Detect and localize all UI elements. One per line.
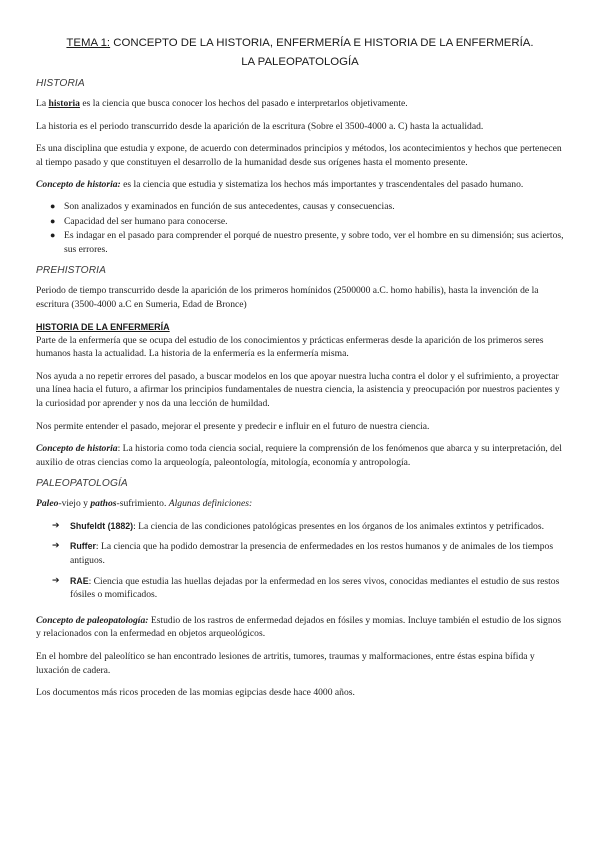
title-line2: LA PALEOPATOLOGÍA bbox=[241, 56, 359, 68]
historia-concept-label: Concepto de historia: bbox=[36, 179, 121, 191]
paleopatologia-concept bbox=[36, 614, 564, 641]
heading-historia-enfermeria: HISTORIA DE LA ENFERMERÍA bbox=[36, 321, 170, 332]
enfermeria-paragraph-1: Parte de la enfermería que se ocupa del estudio de los conocimientos y prácticas enfermeras desde la aparición de los primeros seres humanos hasta la actualidad. La historia de la enfermería es la enfermería misma. bbox=[36, 334, 544, 360]
paleopatologia-concept-label: Concepto de paleopatología: bbox=[36, 614, 149, 626]
arrow-right-icon: ➔ bbox=[52, 575, 60, 586]
historia-p1-rest: es la ciencia que busca conocer los hechos del pasado e interpretarlos objetivamente. bbox=[79, 98, 408, 109]
definitions-list bbox=[36, 520, 564, 602]
etym-mid: -viejo y bbox=[58, 498, 91, 510]
list-item bbox=[52, 540, 564, 567]
paleopatologia-concept-text: Estudio de los rastros de enfermedad dejados en fósiles y momias. Incluye también el estudio de los signos y relacionados con la enfermedad en objetos arqueológicos. bbox=[36, 614, 562, 640]
enfermeria-concept bbox=[36, 442, 564, 469]
historia-paragraph-3: Es una disciplina que estudia y expone, de acuerdo con determinados principios y métodos, los acontecimientos y hechos que pertenecen al tiempo pasado y que constituyen el desarrollo de la humanidad desde sus orígenes hasta el momento presente. bbox=[36, 143, 562, 168]
etym-paleo: Paleo bbox=[36, 498, 59, 510]
paleopatologia-paragraph-3: Los documentos más ricos proceden de las momias egipcias desde hace 4000 años. bbox=[36, 687, 355, 699]
bullet-dot-icon: ● bbox=[50, 200, 56, 211]
bullet-dot-icon: ● bbox=[50, 215, 56, 226]
list-item bbox=[52, 520, 564, 534]
historia-p1-pre: La bbox=[36, 98, 49, 109]
list-item bbox=[50, 200, 564, 214]
list-item bbox=[50, 215, 564, 229]
heading-historia: HISTORIA bbox=[36, 78, 85, 89]
arrow-right-icon: ➔ bbox=[52, 541, 60, 552]
list-item bbox=[50, 229, 564, 256]
title-tema: TEMA 1: bbox=[66, 37, 111, 49]
heading-prehistoria: PREHISTORIA bbox=[36, 265, 106, 277]
bullet-dot-icon: ● bbox=[50, 230, 56, 241]
prehistoria-paragraph: Periodo de tiempo transcurrido desde la aparición de los primeros homínidos (2500000 a.C. homo habilis), hasta la invención de la escritura (3500-4000 a.C en Sumeria, Edad de Bronce) bbox=[36, 285, 539, 310]
definition-author: Ruffer bbox=[70, 541, 96, 552]
definition-author: Shufeldt (1882) bbox=[70, 520, 134, 531]
etym-defs: Algunas definiciones: bbox=[168, 498, 253, 510]
heading-paleopatologia: PALEOPATOLOGÍA bbox=[36, 478, 128, 490]
historia-concept bbox=[36, 178, 564, 192]
definition-text: : La ciencia de las condiciones patológicas presentes en los órganos de los animales extintos y petrificados. bbox=[133, 520, 544, 532]
document-title bbox=[36, 34, 564, 72]
definition-text: : Ciencia que estudia las huellas dejadas por la enfermedad en los seres vivos, conocidas mediantes el estudio de sus restos fósiles o momificados. bbox=[70, 575, 560, 601]
paleopatologia-paragraph-2: En el hombre del paleolítico se han encontrado lesiones de artritis, tumores, traumas y malformaciones, entre éstas espina bífida y luxación de cadera. bbox=[36, 651, 535, 676]
definition-text: : La ciencia que ha podido demostrar la presencia de enfermedades en los restos humanos y de animales de los tiempos antiguos. bbox=[70, 541, 554, 567]
title-line1: CONCEPTO DE LA HISTORIA, ENFERMERÍA E HISTORIA DE LA ENFERMERÍA. bbox=[110, 37, 534, 49]
arrow-right-icon: ➔ bbox=[52, 520, 60, 531]
etym-pathos: pathos bbox=[90, 498, 117, 510]
historia-paragraph-2: La historia es el periodo transcurrido desde la aparición de la escritura (Sobre el 3500-4000 a. C) hasta la actualidad. bbox=[36, 120, 484, 132]
bullet-text: Capacidad del ser humano para conocerse. bbox=[64, 215, 228, 227]
list-item bbox=[52, 575, 564, 602]
enfermeria-paragraph-2: Nos ayuda a no repetir errores del pasado, a buscar modelos en los que apoyar nuestra lucha contra el dolor y el sufrimiento, a proyectar una línea hacia el futuro, a afirmar los principios fundamentales de nuestra ciencia, la asistencia y preocupación por nuestros pacientes y la curiosidad por aprender y nos da una lección de humildad. bbox=[36, 370, 560, 409]
historia-paragraph-1 bbox=[36, 97, 564, 111]
etym-end: -sufrimiento. bbox=[116, 498, 169, 510]
historia-bullet-list bbox=[36, 200, 564, 256]
bullet-text: Son analizados y examinados en función de sus antecedentes, causas y consecuencias. bbox=[64, 200, 395, 212]
historia-concept-text: es la ciencia que estudia y sistematiza los hechos más importantes y trascendentales del pasado humano. bbox=[120, 179, 524, 191]
bullet-text: Es indagar en el pasado para comprender el porqué de nuestro presente, y sobre todo, ver el hombre en su dimensión; sus aciertos, sus errores. bbox=[64, 230, 564, 255]
enfermeria-concept-text: : La historia como toda ciencia social, requiere la comprensión de los fenómenos que abarca y su interpretación, del auxilio de otras ciencias como la arqueología, paleontología, mitología, economía y antropología. bbox=[36, 443, 562, 468]
paleopatologia-etymology bbox=[36, 497, 564, 511]
definition-author: RAE bbox=[70, 575, 89, 586]
historia-term: historia bbox=[48, 98, 80, 109]
enfermeria-concept-label: Concepto de historia bbox=[36, 443, 118, 455]
enfermeria-paragraph-3: Nos permite entender el pasado, mejorar el presente y predecir e influir en el futuro de nuestra ciencia. bbox=[36, 420, 430, 432]
